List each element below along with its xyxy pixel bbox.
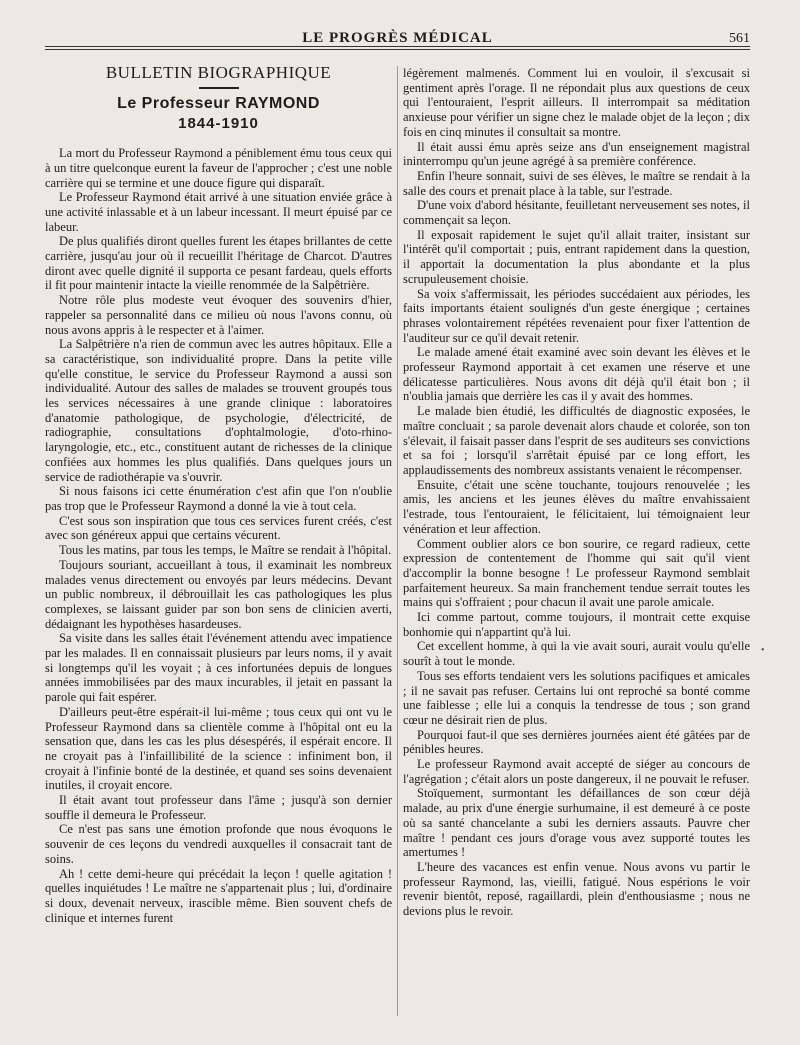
paragraph: Il était aussi ému après seize ans d'un enseignement magistral ininterrompu qu'un jeune agrégé à sa première conférence. <box>403 139 750 169</box>
paragraph: Ah ! cette demi-heure qui précédait la leçon ! quelle agitation ! quelles inquiétudes ! Le maître ne s'appartenait plus ; lui, d'ordinaire si doux, devenait nerveux, irascible même. Bien souvent chefs de clinique et internes furent <box>45 866 392 925</box>
paragraph: Toujours souriant, accueillant à tous, il examinait les nombreux malades venus directement ou envoyés par leurs médecins. Devant un public nombreux, il débrouillait les cas pathologiques les plus complexes, se laissant guider par son bon sens de clinicien averti, dédaignant les hypothèses hasardeuses. <box>45 557 392 631</box>
header-rule <box>45 46 750 50</box>
paragraph: légèrement malmenés. Comment lui en vouloir, il s'excusait si gentiment après l'orage. Il ne répondait plus aux questions de ceux qui l'entouraient, l'esprit ailleurs. Il interrompait sa méditation anxieuse pour vérifier un signe chez le malade objet de la leçon ; dix fois en cinq minutes il consultait sa montre. <box>403 66 750 139</box>
paragraph: Il exposait rapidement le sujet qu'il allait traiter, insistant sur l'intérêt qu'il comportait ; puis, entrant rapidement dans la question, il apportait la documentation la plus abondante et la plus scrupuleusement choisie. <box>403 227 750 286</box>
paragraph: Stoïquement, surmontant les défaillances de son cœur déjà malade, au prix d'une énergie surhumaine, il est demeuré à ce poste où sa santé chancelante a subi les derniers assauts. Pauvre cher maître ! pendant ces jours d'orage vous avez supporté toutes les amertumes ! <box>403 786 750 860</box>
article-years: 1844-1910 <box>178 115 259 133</box>
paragraph: Enfin l'heure sonnait, suivi de ses élèves, le maître se rendait à la salle des cours et prenait place à la table, sur l'estrade. <box>403 168 750 198</box>
paragraph: Sa visite dans les salles était l'événement attendu avec impatience par les malades. Il en connaissait plusieurs par leurs noms, il y avait si longtemps qu'il les voyait ; à ces infortunées depuis de longues années immobilisées par des maux incurables, il jetait en passant la parole qui fait espérer. <box>45 631 392 705</box>
column-divider <box>397 66 398 1016</box>
page-header <box>45 22 750 50</box>
left-column <box>45 64 392 925</box>
paragraph: Comment oublier alors ce bon sourire, ce regard radieux, cette expression de contentement de l'homme qui sait qu'il vient d'accomplir la bonne besogne ! Le professeur Raymond semblait parfaitement heureux. Sa main franchement tendue serrait toutes les mains qui s'offraient ; pour chacun il avait une parole amicale. <box>403 536 750 610</box>
paragraph: Pourquoi faut-il que ses dernières journées aient été gâtées par de pénibles heures. <box>403 727 750 757</box>
paragraph: Le malade amené était examiné avec soin devant les élèves et le professeur Raymond apportait à cet examen une réserve et une délicatesse particulières. Nous avons dit déjà qu'il était bon ; il n'oublia jamais que derrière les cas il y avait des hommes. <box>403 345 750 404</box>
margin-mark: • <box>761 645 765 656</box>
paragraph: Le professeur Raymond avait accepté de siéger au concours de l'agrégation ; c'était alors un poste dangereux, il ne pouvait le refuser. <box>403 757 750 786</box>
paragraph: Cet excellent homme, à qui la vie avait souri, aurait voulu qu'elle sourît à tout le monde. <box>403 639 750 669</box>
paragraph: De plus qualifiés diront quelles furent les étapes brillantes de cette carrière, jusqu'au jour où il recueillit l'héritage de Charcot. D'autres diront avec quelle dignité il supporta ce pesant fardeau, quels efforts il fit pour maintenir intacte la vieille renommée de la Salpêtrière. <box>45 234 392 293</box>
paragraph: D'une voix d'abord hésitante, feuilletant nerveusement ses notes, il commençait sa leçon. <box>403 198 750 228</box>
section-title: BULLETIN BIOGRAPHIQUE <box>105 63 332 82</box>
paragraph: Notre rôle plus modeste veut évoquer des souvenirs d'hier, rappeler sa personnalité dans ce milieu où nous l'avons connu, où nous avons appris à le respecter et à l'aimer. <box>45 293 392 337</box>
paragraph: D'ailleurs peut-être espérait-il lui-même ; tous ceux qui ont vu le Professeur Raymond dans sa clientèle comme à l'hôpital ont eu la sensation que, dans les cas les plus désespérés, il espérait encore. Il ne croyait pas à l'infaillibilité de la science : infiniment bon, il croyait à l'infinie bonté de la destinée, et quand ses soins devenaient inutiles, il croyait encore. <box>45 704 392 793</box>
paragraph: La mort du Professeur Raymond a péniblement ému tous ceux qui à un titre quelconque eurent la faveur de l'approcher ; c'est une noble carrière qui se termine et une douce figure qui disparaît. <box>45 146 392 190</box>
paragraph: Le malade bien étudié, les difficultés de diagnostic exposées, le maître concluait ; sa parole devenait alors chaude et colorée, son ton s'élevait, il faisait passer dans l'esprit de ses auditeurs ses convictions et sa foi ; lorsqu'il s'arrêtait épuisé par ce long effort, les applaudissements des nombreux assistants venaient le récompenser. <box>403 404 750 477</box>
paragraph: L'heure des vacances est enfin venue. Nous avons vu partir le professeur Raymond, las, vieilli, fatigué. Nous espérions le voir revenir bientôt, reposé, ragaillardi, plein d'enthousiasme ; nous ne devions plus le revoir. <box>403 859 750 919</box>
right-column <box>403 66 750 919</box>
paragraph: Le Professeur Raymond était arrivé à une situation enviée grâce à une activité inlassable et à un labeur incessant. Il meurt épuisé par ce labeur. <box>45 190 392 234</box>
paragraph: Sa voix s'affermissait, les périodes succédaient aux périodes, les faits importants étaient soulignés d'un geste énergique ; certaines phrases volontairement répétées revenaient pour fixer l'attention de l'auditeur sur ce qu'il devait retenir. <box>403 286 750 345</box>
paragraph: Ensuite, c'était une scène touchante, toujours renouvelée ; les amis, les anciens et les jeunes élèves du maître envahissaient l'estrade, tous l'entouraient, le félicitaient, lui témoignaient leur vénération et leur affection. <box>403 477 750 536</box>
article-title: Le Professeur RAYMOND <box>117 94 320 112</box>
paragraph: C'est sous son inspiration que tous ces services furent créés, c'est avec son généreux appui que certains vécurent. <box>45 513 392 543</box>
paragraph: Ici comme partout, comme toujours, il montrait cette exquise bonhomie qui n'appartint qu'à lui. <box>403 610 750 639</box>
paragraph: Tous les matins, par tous les temps, le Maître se rendait à l'hôpital. <box>59 543 392 558</box>
paragraph: Tous ses efforts tendaient vers les solutions pacifiques et amicales ; il ne savait pas refuser. Certains lui ont reproché sa bonté comme une faiblesse ; elle lui a conquis la tendresse de tous ; son grand cœur ne désirait rien de plus. <box>403 668 750 727</box>
page-number: 561 <box>729 31 750 46</box>
paragraph: Ce n'est pas sans une émotion profonde que nous évoquons le souvenir de ces leçons du vendredi auxquelles il consacrait tant de soins. <box>45 822 392 866</box>
paragraph: La Salpêtrière n'a rien de commun avec les autres hôpitaux. Elle a sa caractéristique, son individualité propre. Dans la petite ville qu'elle constitue, le service du Professeur Raymond a aussi son individualité. Autour des salles de malades se trouvent groupés tous les services nécessaires à une grande clinique : laboratoires d'anatomie pathologique, de psychologie, d'électricité, de radiographie, consultations d'ophtalmologie, d'oto-rhino-laryngologie, etc., etc., constituent autant de richesses de la clinique confiées aux hommes les plus qualifiés. Dans quelques jours un service de radiothérapie va s'ouvrir. <box>45 337 392 484</box>
title-rule <box>199 87 239 89</box>
paragraph: Il était avant tout professeur dans l'âme ; jusqu'à son dernier souffle il demeura le Professeur. <box>45 793 392 822</box>
journal-title: LE PROGRÈS MÉDICAL <box>302 30 493 46</box>
paragraph: Si nous faisons ici cette énumération c'est afin que l'on n'oublie pas trop que le Professeur Raymond a donné la vie à tout cela. <box>45 484 392 513</box>
